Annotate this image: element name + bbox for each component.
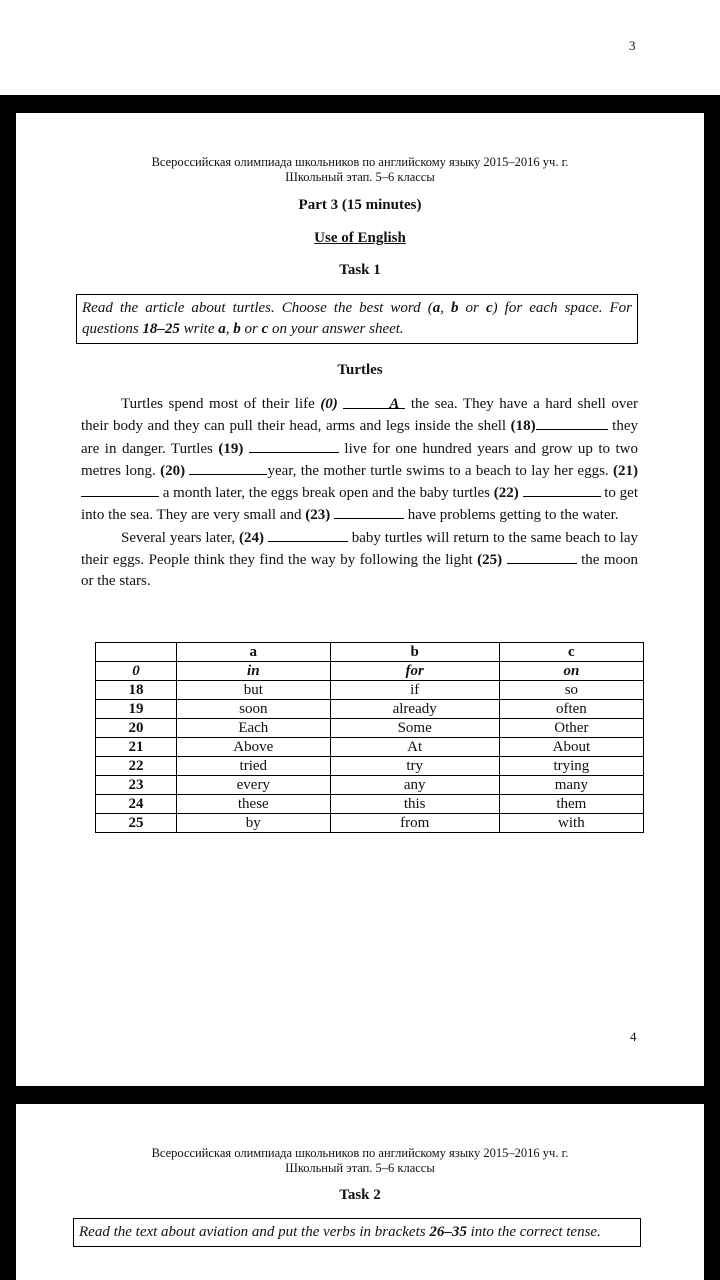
- option-cell: Some: [330, 719, 499, 738]
- page-header: [16, 1146, 704, 1176]
- question-number-cell: 21: [96, 738, 177, 757]
- question-number-cell: 25: [96, 814, 177, 833]
- instruction-text: ) for each space. For questions: [82, 300, 633, 337]
- table-row: [96, 757, 644, 776]
- option-cell: About: [499, 738, 643, 757]
- option-cell: already: [330, 700, 499, 719]
- page-3-bottom: [0, 0, 720, 95]
- gap-21-blank: [81, 482, 159, 497]
- instruction-option-a: a: [432, 300, 441, 316]
- instruction-option-b: b: [451, 300, 459, 316]
- option-cell: Each: [177, 719, 331, 738]
- article-sentence: Turtles spend most of their life: [121, 396, 321, 412]
- table-row: [96, 776, 644, 795]
- instruction-text: ,: [225, 321, 234, 337]
- question-number-cell: 23: [96, 776, 177, 795]
- option-cell: soon: [177, 700, 331, 719]
- gap-number-19: (19): [218, 440, 244, 457]
- article-paragraph-1: [81, 394, 638, 527]
- option-cell: often: [499, 700, 643, 719]
- task-instruction: [76, 294, 638, 344]
- table-row: [96, 814, 644, 833]
- article-text: [81, 394, 638, 593]
- option-cell: them: [499, 795, 643, 814]
- page-number: 4: [630, 1029, 637, 1044]
- article-paragraph-2: [81, 527, 638, 593]
- table-row: [96, 681, 644, 700]
- gap-23-blank: [334, 504, 404, 519]
- header-line-1: Всероссийская олимпиада школьников по английскому языку 2015–2016 уч. г.: [151, 155, 569, 169]
- question-number-cell: 0: [96, 662, 177, 681]
- instruction-text: or: [458, 300, 486, 316]
- option-cell: if: [330, 681, 499, 700]
- task-title: Task 2: [339, 1187, 381, 1203]
- article-sentence: live for one hundred years and grow up to two metres long.: [81, 440, 638, 479]
- gap-number-25: (25): [477, 552, 503, 569]
- gap-20-blank: [189, 460, 267, 475]
- instruction-text: write: [179, 321, 219, 337]
- instruction-text: ,: [440, 300, 452, 316]
- gap-19-blank: [249, 438, 339, 453]
- section-title-wrap: [16, 229, 704, 247]
- option-cell: try: [330, 757, 499, 776]
- article-sentence: baby turtles will return to the same beach to lay their eggs. People think they find the way by following the light: [81, 529, 638, 569]
- table-row: [96, 738, 644, 757]
- article-sentence: the moon or the stars.: [81, 552, 639, 590]
- header-line-1: Всероссийская олимпиада школьников по английскому языку 2015–2016 уч. г.: [151, 1146, 569, 1160]
- article-sentence: a month later, the eggs break open and the baby turtles: [159, 485, 494, 502]
- option-cell: in: [177, 662, 331, 681]
- option-cell: trying: [499, 757, 643, 776]
- option-cell: Above: [177, 738, 331, 757]
- gap-18-blank: [536, 415, 608, 430]
- option-cell: every: [177, 776, 331, 795]
- example-blank: [343, 394, 405, 412]
- task-instruction: [73, 1218, 641, 1247]
- option-cell: from: [330, 814, 499, 833]
- option-cell: this: [330, 795, 499, 814]
- table-row: [96, 719, 644, 738]
- table-header-cell: a: [177, 643, 331, 662]
- article-title: Turtles: [337, 362, 383, 378]
- article-sentence: Several years later,: [121, 529, 239, 546]
- instruction-option-c: c: [485, 300, 493, 316]
- instruction-range: 26–35: [429, 1224, 467, 1240]
- table-header-cell: [96, 643, 177, 662]
- header-line-2: Школьный этап. 5–6 классы: [285, 170, 435, 184]
- table-row: [96, 662, 644, 681]
- option-cell: Other: [499, 719, 643, 738]
- page-header: [16, 155, 704, 185]
- option-cell: these: [177, 795, 331, 814]
- option-cell: many: [499, 776, 643, 795]
- gap-number-21: (21): [613, 462, 638, 479]
- instruction-option-b: b: [233, 321, 241, 337]
- table-header-cell: b: [330, 643, 499, 662]
- section-title: Use of English: [314, 230, 406, 246]
- article-sentence: year, the mother turtle swims to a beach to lay her eggs.: [267, 462, 613, 479]
- page-4: [16, 113, 704, 1086]
- gap-22-blank: [523, 482, 601, 497]
- example-answer: A: [389, 396, 400, 412]
- gap-number-22: (22): [493, 485, 519, 502]
- instruction-text: or: [240, 321, 262, 337]
- table-row: [96, 700, 644, 719]
- instruction-text: into the correct tense.: [466, 1224, 601, 1240]
- table-header-cell: c: [499, 643, 643, 662]
- instruction-option-c: c: [261, 321, 269, 337]
- option-cell: so: [499, 681, 643, 700]
- gap-number-24: (24): [239, 529, 264, 546]
- gap-25-blank: [507, 549, 577, 564]
- part-title: Part 3 (15 minutes): [298, 197, 422, 213]
- option-cell: with: [499, 814, 643, 833]
- instruction-option-a: a: [218, 321, 226, 337]
- option-cell: any: [330, 776, 499, 795]
- task-title: Task 1: [339, 262, 381, 278]
- options-table: [95, 642, 644, 833]
- article-sentence: they are in danger. Turtles: [81, 418, 639, 457]
- question-number-cell: 22: [96, 757, 177, 776]
- instruction-text: Read the article about turtles. Choose the best word (: [82, 300, 433, 316]
- page-5-top: [16, 1104, 704, 1280]
- article-sentence: have problems getting to the water.: [403, 507, 619, 524]
- option-cell: for: [330, 662, 499, 681]
- question-number-cell: 20: [96, 719, 177, 738]
- option-cell: At: [330, 738, 499, 757]
- question-number-cell: 24: [96, 795, 177, 814]
- option-cell: tried: [177, 757, 331, 776]
- question-number-cell: 19: [96, 700, 177, 719]
- gap-number-23: (23): [305, 507, 331, 524]
- instruction-text: on your answer sheet.: [268, 321, 404, 337]
- instruction-range: 18–25: [142, 321, 180, 337]
- gap-24-blank: [268, 527, 348, 542]
- article-sentence: to get into the sea. They are very small and: [81, 485, 638, 524]
- option-cell: by: [177, 814, 331, 833]
- table-header-row: [96, 643, 644, 662]
- table-row: [96, 795, 644, 814]
- page-number: 3: [629, 38, 636, 53]
- option-cell: on: [499, 662, 643, 681]
- gap-number-20: (20): [160, 462, 186, 479]
- question-number-cell: 18: [96, 681, 177, 700]
- header-line-2: Школьный этап. 5–6 классы: [285, 1161, 435, 1175]
- article-sentence: the sea. They have a hard shell over their body and they can pull their head, arms and legs inside the shell: [81, 396, 639, 435]
- option-cell: but: [177, 681, 331, 700]
- instruction-text: Read the text about aviation and put the verbs in brackets: [79, 1224, 430, 1240]
- gap-number-0: (0): [320, 396, 338, 412]
- gap-number-18: (18): [510, 418, 536, 435]
